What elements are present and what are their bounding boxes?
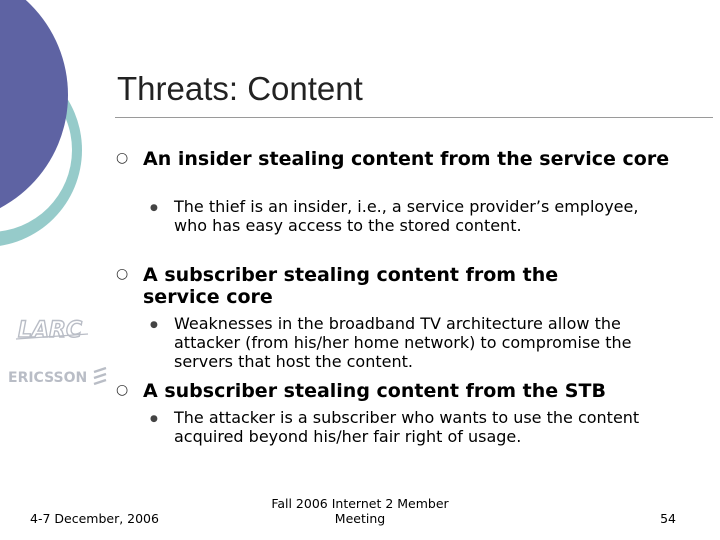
bullet-heading: An insider stealing content from the service core bbox=[143, 148, 670, 170]
slide-number: 54 bbox=[660, 511, 676, 526]
filled-circle-bullet-icon: ● bbox=[150, 414, 158, 424]
svg-text:ERICSSON: ERICSSON bbox=[8, 370, 88, 386]
ericsson-stripes-icon bbox=[94, 368, 106, 384]
hollow-circle-bullet-icon: ○ bbox=[116, 150, 129, 166]
ericsson-logo bbox=[8, 366, 112, 388]
svg-text:LARC: LARC bbox=[18, 318, 83, 342]
hollow-circle-bullet-icon: ○ bbox=[116, 266, 129, 282]
sub-bullet-text: Weaknesses in the broadband TV architecture allow the attacker (from his/her home network) to compromise the servers that host the content. bbox=[174, 314, 632, 371]
bullet-heading: A subscriber stealing content from the service core bbox=[143, 264, 559, 308]
filled-circle-bullet-icon: ● bbox=[150, 203, 158, 213]
sub-bullet-text: The attacker is a subscriber who wants to use the content acquired beyond his/her fair right of usage. bbox=[174, 408, 640, 446]
hollow-circle-bullet-icon: ○ bbox=[116, 382, 129, 398]
footer-date: 4-7 December, 2006 bbox=[30, 511, 159, 526]
slide-title: Threats: Content bbox=[117, 70, 363, 107]
sub-bullet-text: The thief is an insider, i.e., a service provider’s employee, who has easy access to the stored content. bbox=[174, 197, 639, 235]
decorative-circles bbox=[0, 0, 130, 260]
larc-logo bbox=[14, 316, 92, 342]
filled-circle-bullet-icon: ● bbox=[150, 320, 158, 330]
footer-event: Fall 2006 Internet 2 Member Meeting bbox=[271, 496, 449, 526]
bullet-heading: A subscriber stealing content from the STB bbox=[143, 380, 606, 402]
title-divider bbox=[115, 117, 713, 118]
